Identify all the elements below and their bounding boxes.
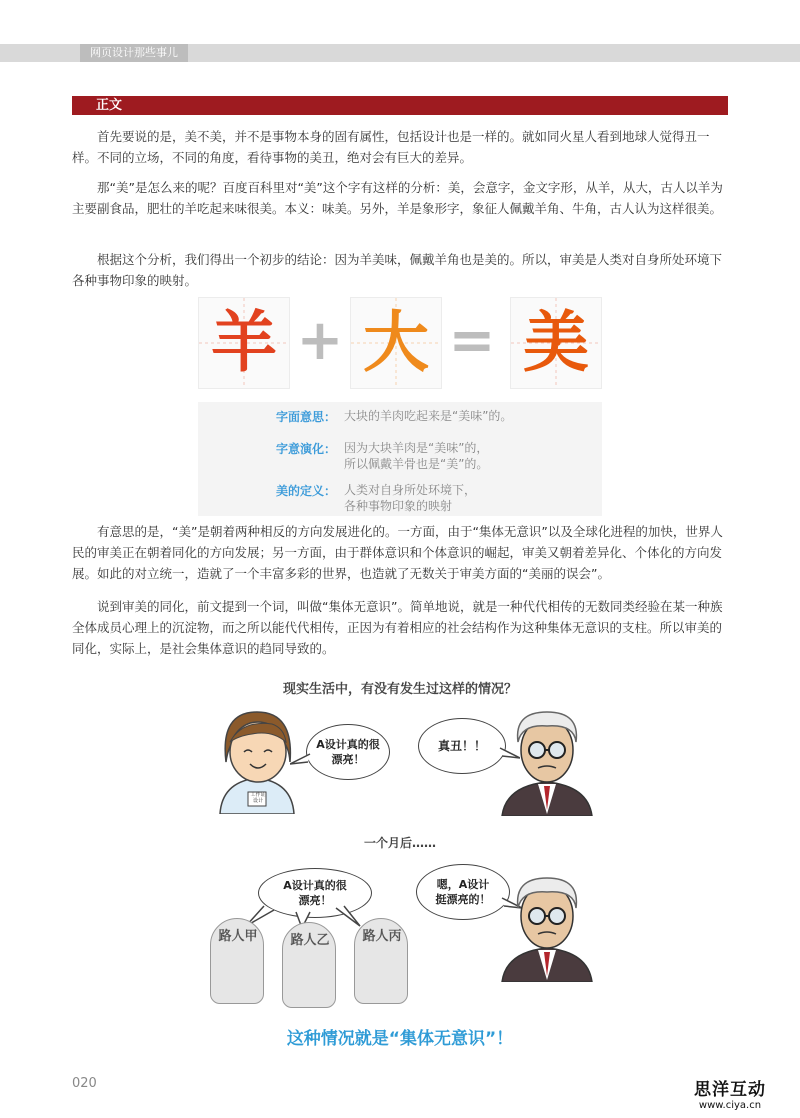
equals-sign: = xyxy=(448,308,496,373)
paragraph-2: 那“美”是怎么来的呢？百度百科里对“美”这个字有这样的分析：美，会意字，金文字形，从羊，从大，古人以羊为主要副食品，肥壮的羊吃起来味很美。本义：味美。另外，羊是象形字，象征人佩戴羊角、牛角，古人认为这样很美。 xyxy=(72,180,723,216)
char-box-mei xyxy=(510,297,602,389)
bubble-line: 漂亮！ xyxy=(331,753,365,766)
boss-illustration-2 xyxy=(500,872,594,982)
publisher-logo xyxy=(694,1080,766,1112)
bubble-line: 真丑！！ xyxy=(437,738,486,753)
bubble-line: A设计真的很 xyxy=(283,879,347,892)
paragraph-3: 根据这个分析，我们得出一个初步的结论：因为羊美味，佩戴羊角也是美的。所以，审美是人类对自身所处环境下各种事物印象的映射。 xyxy=(72,252,723,288)
definition-line: 因为大块羊肉是“美味”的， xyxy=(344,441,489,455)
passerby-a xyxy=(210,918,264,1004)
comic-question: 现实生活中，有没有发生过这样的情况？ xyxy=(282,682,517,697)
definition-label: 字面意思： xyxy=(276,410,337,424)
boss-speech-bubble-2 xyxy=(416,864,510,920)
boss-illustration-1 xyxy=(500,706,594,816)
bubble-line: A设计真的很 xyxy=(316,738,380,751)
section-title: 正文 xyxy=(96,98,123,113)
boss-speech-bubble-1 xyxy=(418,718,506,774)
definition-label: 字意演化： xyxy=(276,442,337,456)
logo-url: www.ciya.cn xyxy=(698,1100,762,1111)
passerby-b xyxy=(282,922,336,1008)
definitions-panel xyxy=(198,402,602,516)
page-number: 020 xyxy=(72,1076,97,1091)
paragraph-5: 说到审美的同化，前文提到一个词，叫做“集体无意识”。简单地说，就是一种代代相传的无数同类经验在某一种族全体成员心理上的沉淀物，而之所以能代代相传，正因为有着相应的社会结构作为这种集体无意识的支柱。所以审美的同化，实际上，是社会集体意识的趋同导致的。 xyxy=(72,599,723,656)
char-box-yang xyxy=(198,297,290,389)
plus-sign: + xyxy=(296,308,344,373)
char-yang: 羊 xyxy=(211,304,277,381)
paragraph-1: 首先要说的是，美不美，并不是事物本身的固有属性，包括设计也是一样的。就如同火星人看到地球人觉得丑一样。不同的立场，不同的角度，看待事物的美丑，绝对会有巨大的差异。 xyxy=(72,129,710,165)
bubble-line: 挺漂亮的！ xyxy=(435,893,491,906)
logo-text: 思洋互动 xyxy=(694,1080,766,1100)
char-mei: 美 xyxy=(523,304,589,381)
conclusion-text: 这种情况就是“集体无意识”！ xyxy=(286,1029,514,1049)
running-header: 网页设计那些事儿 xyxy=(80,44,188,62)
definition-line: 大块的羊肉吃起来是“美味”的。 xyxy=(344,409,513,423)
paragraph-4: 有意思的是，“美”是朝着两种相反的方向发展进化的。一方面，由于“集体无意识”以及全球化进程的加快，世界人民的审美正在朝着同化的方向发展；另一方面，由于群体意识和个体意识的崛起，审美又朝着差异化、个体化的方向发展。如此的对立统一，造就了一个丰富多彩的世界，也造就了无数关于审美方面的“美丽的误会”。 xyxy=(72,524,723,581)
badge-line: 工作证 xyxy=(250,792,266,798)
bubble-tail xyxy=(290,752,312,768)
bubble-line: 漂亮！ xyxy=(298,894,332,907)
definition-text xyxy=(344,440,488,472)
badge-line: 设计 xyxy=(252,798,263,804)
definition-label: 美的定义： xyxy=(276,484,337,498)
char-box-da xyxy=(350,297,442,389)
char-da: 大 xyxy=(363,304,429,381)
definition-line: 各种事物印象的映射 xyxy=(344,499,453,513)
month-later-caption: 一个月后…… xyxy=(363,836,436,850)
character-equation xyxy=(198,297,602,389)
designer-badge xyxy=(249,792,267,804)
definition-text xyxy=(344,482,476,514)
definition-line: 所以佩戴羊骨也是“美”的。 xyxy=(344,457,489,471)
section-bar xyxy=(72,96,728,115)
definition-text xyxy=(344,408,512,424)
passerby-label: 路人甲 xyxy=(218,929,258,944)
bubble-line: 嗯，A设计 xyxy=(436,878,490,891)
passerby-label: 路人丙 xyxy=(362,929,402,944)
passerby-label: 路人乙 xyxy=(290,933,330,948)
designer-speech-bubble xyxy=(306,724,390,780)
passerby-c xyxy=(354,918,408,1004)
definition-line: 人类对自身所处环境下， xyxy=(344,483,477,497)
